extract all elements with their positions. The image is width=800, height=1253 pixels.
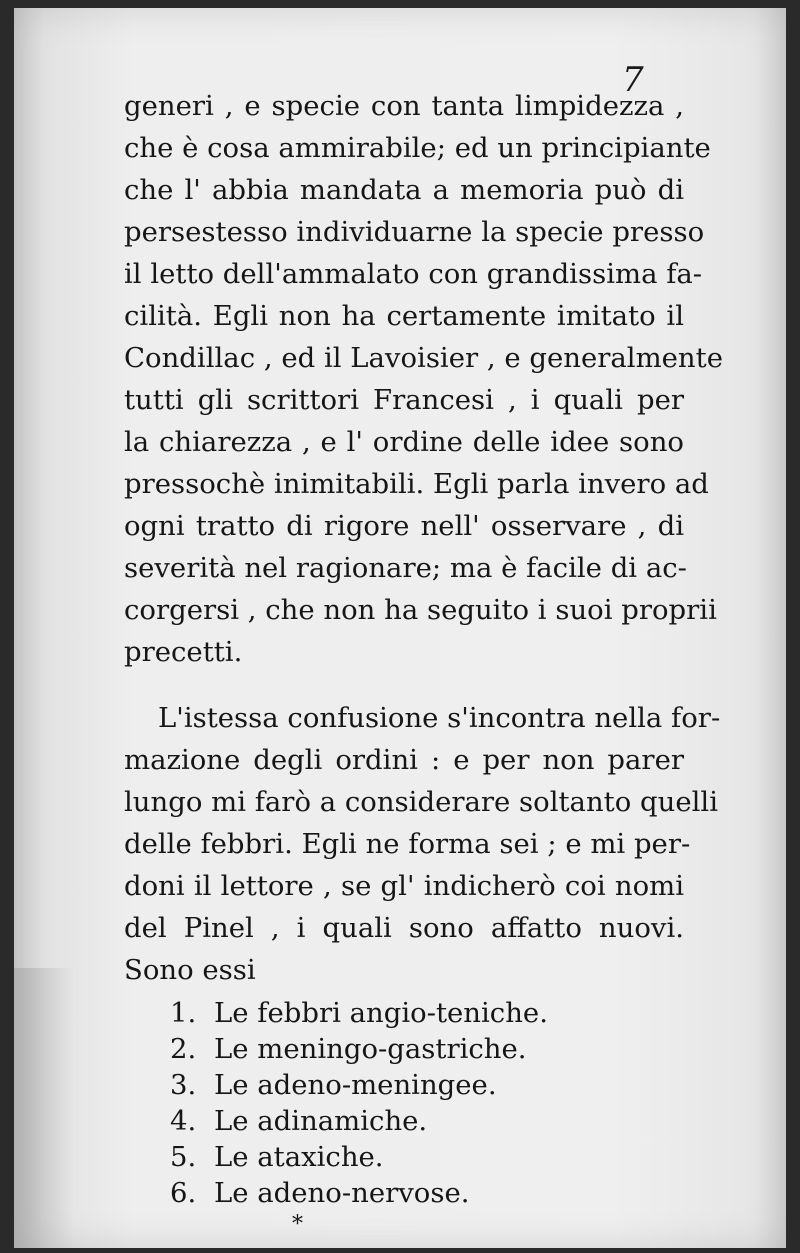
text-line: lungo mi farò a considerare soltanto quelli [124,786,718,818]
list-number: 3. [170,1069,197,1101]
text-line: precetti. [124,636,243,668]
list-text: Le adeno-meningee. [214,1069,497,1101]
text-line: corgersi , che non ha seguito i suoi proprii [124,594,717,626]
list-text: Le meningo-gastriche. [214,1033,527,1065]
list-number: 5. [170,1141,197,1173]
text-line: cilità. Egli non ha certamente imitato il [124,300,684,332]
list-item [170,1103,427,1139]
ornament-star: * [292,1212,303,1237]
page-stain [14,968,74,1248]
list-text: Le adinamiche. [214,1105,428,1137]
list-text: Le ataxiche. [214,1141,384,1173]
text-line: delle febbri. Egli ne forma sei ; e mi per- [124,828,691,860]
text-line: severità nel ragionare; ma è facile di ac- [124,552,687,584]
list-text: Le febbri angio-teniche. [214,997,548,1029]
list-item [170,1067,497,1103]
list-number: 6. [170,1177,197,1209]
list-item [170,1139,384,1175]
text-line: che l' abbia mandata a memoria può di [124,174,684,206]
text-line: il letto dell'ammalato con grandissima fa- [124,258,703,290]
text-line: la chiarezza , e l' ordine delle idee sono [124,426,684,458]
text-line: doni il lettore , se gl' indicherò coi nomi [124,870,684,902]
list-number: 4. [170,1105,197,1137]
page-number: 7 [622,60,644,100]
text-line: Sono essi [124,954,256,986]
text-line: persestesso individuarne la specie presso [124,216,705,248]
text-line: generi , e specie con tanta limpidezza , [124,90,684,122]
list-number: 2. [170,1033,197,1065]
text-line: L'istessa confusione s'incontra nella for- [158,702,721,734]
text-line: che è cosa ammirabile; ed un principiante [124,132,711,164]
list-item [170,995,548,1031]
text-line: del Pinel , i quali sono affatto nuovi. [124,912,684,944]
text-line: pressochè inimitabili. Egli parla invero ad [124,468,709,500]
text-line: mazione degli ordini : e per non parer [124,744,684,776]
text-line: ogni tratto di rigore nell' osservare , di [124,510,684,542]
text-line: Condillac , ed il Lavoisier , e generalmente [124,342,723,374]
list-item [170,1175,469,1211]
list-item [170,1031,527,1067]
list-text: Le adeno-nervose. [214,1177,470,1209]
list-number: 1. [170,997,197,1029]
text-line: tutti gli scrittori Francesi , i quali per [124,384,684,416]
